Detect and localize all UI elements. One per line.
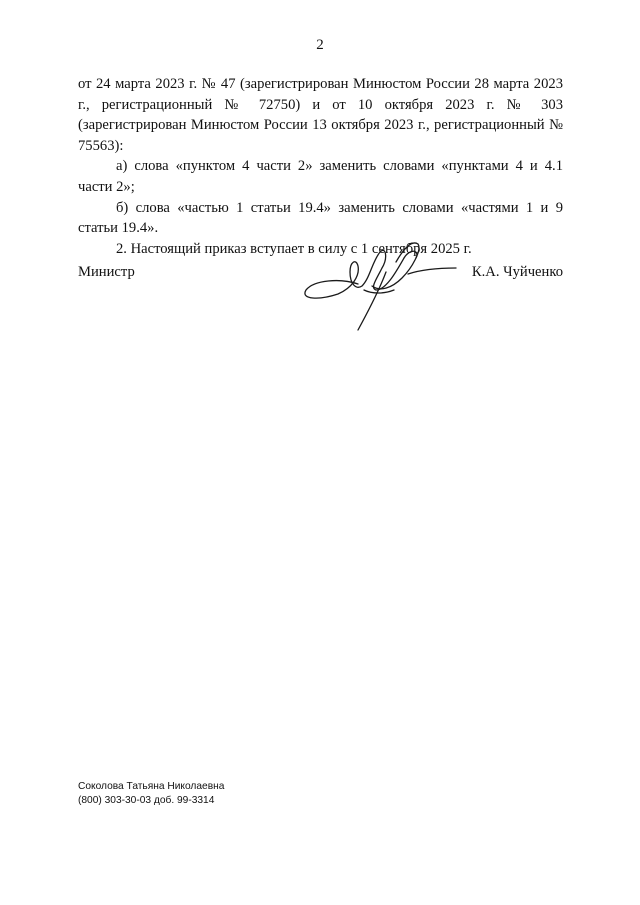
signature-stroke-loop — [372, 243, 419, 289]
paragraph-effective-date: 2. Настоящий приказ вступает в силу с 1 сентября 2025 г. — [116, 240, 472, 257]
signature-stroke-tail — [358, 272, 386, 330]
signature-stroke-underline — [408, 268, 456, 274]
executor-contact — [78, 780, 224, 807]
page-number: 2 — [316, 37, 324, 53]
paragraph-subitem-a: а) слова «пунктом 4 части 2» заменить словами «пунктами 4 и 4.1 части 2»; — [78, 158, 563, 195]
signature-stroke-main — [305, 250, 417, 298]
executor-name: Соколова Татьяна Николаевна — [78, 781, 225, 792]
handwritten-signature — [300, 228, 460, 340]
paragraph-subitem-b: б) слова «частью 1 статьи 19.4» заменить словами «частями 1 и 9 статьи 19.4». — [78, 199, 563, 237]
paragraph-amendment-references: от 24 марта 2023 г. № 47 (зарегистрирован Минюстом России 28 марта 2023 г., регистрационный № 72750) и от 10 октября 2023 г. № 303 (зарегистрирован Минюстом России 13 октября 2023 г., регистрационный № 75563): — [78, 76, 563, 154]
signatory-position: Министр — [78, 264, 135, 280]
signatory-name: К.А. Чуйченко — [471, 264, 563, 280]
executor-phone: (800) 303-30-03 доб. 99-3314 — [78, 794, 215, 806]
signature-stroke-flourish — [364, 290, 394, 293]
